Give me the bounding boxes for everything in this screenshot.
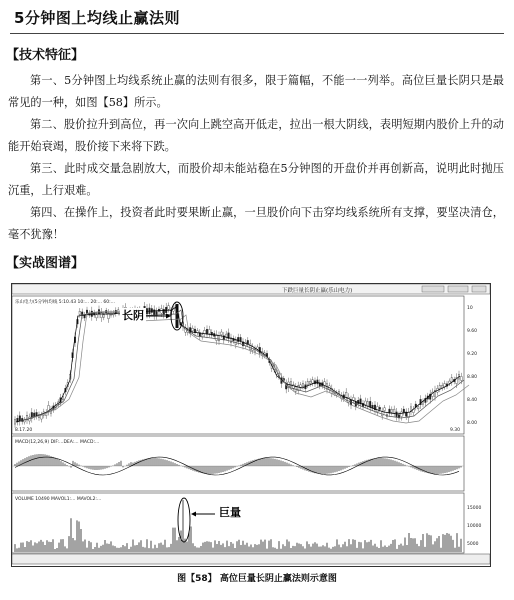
candle-body [312,380,314,383]
candle-body [221,332,223,335]
paragraph-1: 第一、5分钟图上均线系统止赢的法则有很多，限于篇幅，不能一一列举。高位巨量长阴只是最常见的一种，如图【58】所示。 [8,74,504,109]
price-axis-label: 8.40 [467,398,478,403]
moving-average-line [16,306,460,422]
candle-body [439,385,441,388]
candle-body [367,402,369,406]
candle-body [218,336,220,341]
stock-chart-svg [12,284,490,566]
section-heading-chart: 【实战图谱】 [6,256,85,271]
price-axis-label: 9.60 [467,329,478,334]
candle-body [41,415,43,419]
macd-panel-label: MACD(12,26,9) DIF:...DEA:... MACD:... [15,440,100,445]
candle-body [151,309,153,313]
title-divider [10,33,504,34]
candle-body [345,392,347,397]
volume-panel-label: VOLUME 10490 MAVOL1:... MAVOL2:... [15,497,102,502]
volume-axis-label: 15000 [467,506,482,511]
moving-average-line [25,311,469,423]
candle-body [103,315,105,318]
candle-body [302,383,304,386]
page-title: 5分钟图上均线止赢法则 [14,9,180,27]
huge-volume-highlight [178,498,190,542]
candle-body [209,329,211,333]
candle-body [33,413,35,417]
volume-panel [12,493,464,553]
candle-body [449,381,451,383]
candle-body [451,378,453,382]
low-price-label: 8.17.20 [15,428,33,433]
huge-volume-label: 巨量 [219,506,241,519]
candle-body [365,401,367,405]
candle-body [240,337,242,341]
candle-body [417,407,419,409]
candle-body [369,401,371,407]
volume-axis-label: 10000 [467,524,482,529]
moving-average-line [20,310,464,421]
chart-bottom-tabs[interactable] [12,554,490,564]
price-axis-label: 9.20 [467,352,478,357]
candle-body [206,329,208,334]
figure-caption: 图【58】 高位巨量长阴止赢法则示意图 [177,574,337,584]
chart-toolbar-button[interactable] [422,286,444,292]
candle-body [391,409,393,412]
candle-body [377,406,379,411]
candle-body [461,376,463,380]
candle-body [393,409,395,413]
volume-axis-label: 5000 [467,542,479,547]
right-price-label: 9.30 [450,428,461,433]
chart-toolbar [12,284,490,294]
chart-toolbar-button[interactable] [448,286,468,292]
candle-body [79,311,81,314]
chart-toolbar-button[interactable] [472,286,486,292]
chart-toolbar-title: 下跌巨量长阴止赢(乐山电力) [282,288,353,294]
moving-average-lines [16,306,469,423]
candle-body [247,340,249,344]
candle-body [444,384,446,387]
candle-body [384,408,386,411]
candle-body [14,420,16,424]
price-axis-label: 10 [467,306,473,311]
price-axis-label: 8.00 [467,421,478,426]
macd-histogram [12,454,464,475]
candle-body [307,382,309,385]
candle-body [96,315,98,318]
long-yin-label: 长阴 [122,309,144,322]
candle-body [168,306,170,309]
candle-body [192,328,194,331]
price-panel-label: 乐山电力(5分钟)均线 5:10.43 10:... 20:... 60:... [15,300,115,305]
paragraph-2: 第二、股价拉升到高位，再一次向上跳空高开低走，拉出一根大阴线，表明短期内股价上升的动能开始衰竭，股价接下来将下跌。 [8,118,504,153]
stock-chart-figure [11,283,491,567]
candle-body [403,409,405,412]
section-heading-features: 【技术特征】 [6,48,85,63]
candle-body [300,385,302,387]
candle-body [379,407,381,409]
price-axis-label: 8.80 [467,375,478,380]
paragraph-4: 第四、在操作上，投资者此时要果断止赢，一旦股价向下击穿均线系统所有支撑，要坚决清仓，毫不犹豫！ [8,206,504,241]
paragraph-3: 第三、此时成交量急剧放大，而股价却未能站稳在5分钟图的开盘价并再创新高，说明此时抛压沉重，上行艰难。 [8,162,504,197]
huge-volume-arrowhead [191,512,196,517]
candle-body [309,381,311,384]
candle-body [401,412,403,417]
